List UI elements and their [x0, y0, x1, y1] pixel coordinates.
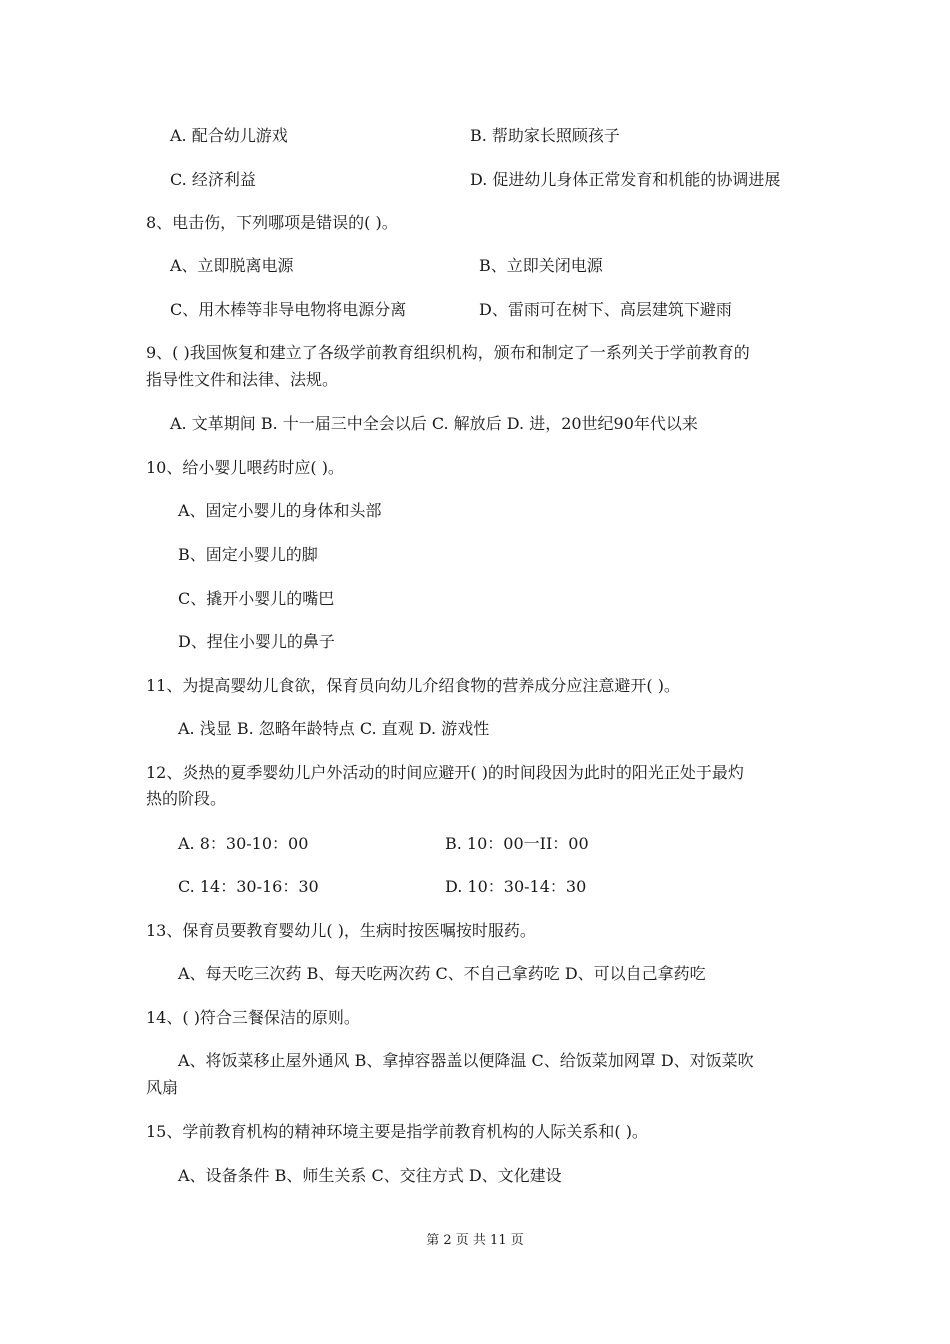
- q8-option-a: A、立即脱离电源: [170, 256, 294, 275]
- page-footer: 第 2 页 共 11 页: [426, 1233, 524, 1248]
- q10-option-c: C、撬开小婴儿的嘴巴: [178, 589, 335, 608]
- question-8: 8、电击伤，下列哪项是错误的( )。: [146, 213, 398, 232]
- option-d-text: D. 促进幼儿身体正常发育和机能的协调进展: [470, 170, 781, 189]
- question-10: 10、给小婴儿喂药时应( )。: [146, 458, 344, 477]
- question-9-cont: 指导性文件和法律、法规。: [146, 370, 339, 389]
- q15-options: A、设备条件 B、师生关系 C、交往方式 D、文化建设: [178, 1166, 562, 1185]
- q10-option-a: A、固定小婴儿的身体和头部: [178, 501, 382, 520]
- option-b-text: B. 帮助家长照顾孩子: [470, 126, 620, 145]
- option-a-text: A. 配合幼儿游戏: [170, 126, 288, 145]
- q10-option-b: B、固定小婴儿的脚: [178, 545, 318, 564]
- q9-options: A. 文革期间 B. 十一届三中全会以后 C. 解放后 D. 进，20世纪90年代以来: [170, 414, 698, 433]
- question-14: 14、( )符合三餐保洁的原则。: [146, 1008, 360, 1027]
- question-15: 15、学前教育机构的精神环境主要是指学前教育机构的人际关系和( )。: [146, 1122, 648, 1141]
- q10-option-d: D、捏住小婴儿的鼻子: [178, 632, 335, 651]
- question-12: 12、炎热的夏季婴幼儿户外活动的时间应避开( )的时间段因为此时的阳光正处于最灼: [146, 763, 744, 782]
- q14-options: A、将饭菜移止屋外通风 B、拿掉容器盖以便降温 C、给饭菜加网罩 D、对饭菜吹: [178, 1051, 754, 1070]
- q12-option-d: D. 10：30-14：30: [445, 877, 587, 896]
- q12-option-c: C. 14：30-16：30: [178, 877, 319, 896]
- q13-options: A、每天吃三次药 B、每天吃两次药 C、不自己拿药吃 D、可以自己拿药吃: [178, 964, 706, 983]
- question-11: 11、为提高婴幼儿食欲，保育员向幼儿介绍食物的营养成分应注意避开( )。: [146, 676, 680, 695]
- q11-options: A. 浅显 B. 忽略年龄特点 C. 直观 D. 游戏性: [178, 719, 490, 738]
- question-12-cont: 热的阶段。: [146, 789, 227, 808]
- q8-option-c: C、用木棒等非导电物将电源分离: [170, 300, 407, 319]
- q12-option-b: B. 10：00一II：00: [445, 834, 589, 853]
- question-13: 13、保育员要教育婴幼儿( )，生病时按医嘱按时服药。: [146, 921, 536, 940]
- option-c-text: C. 经济利益: [170, 170, 256, 189]
- q8-option-d: D、雷雨可在树下、高层建筑下避雨: [479, 300, 732, 319]
- q14-options-cont: 风扇: [146, 1078, 179, 1097]
- q8-option-b: B、立即关闭电源: [479, 256, 603, 275]
- q12-option-a: A. 8：30-10：00: [178, 834, 309, 853]
- question-9: 9、( )我国恢复和建立了各级学前教育组织机构，颁布和制定了一系列关于学前教育的: [146, 343, 750, 362]
